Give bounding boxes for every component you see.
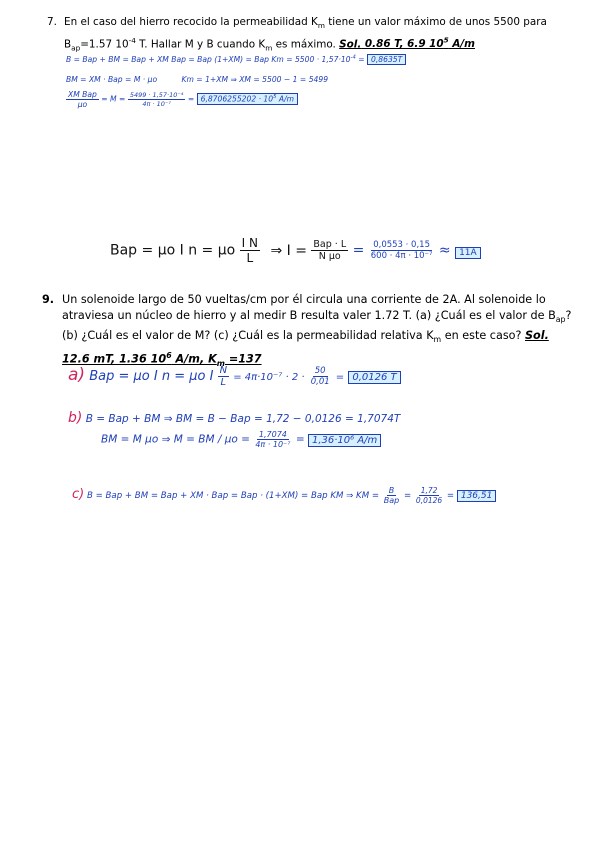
problem-9-part-b: b) B = Bap + BM ⇒ BM = B − Bap = 1,72 − 0,0126 = 1,7074T — [68, 410, 401, 426]
part-b-label: b) — [68, 410, 83, 426]
part-c-label: c) — [72, 487, 85, 502]
part-c-result: 136,51 — [457, 490, 497, 502]
problem-9-part-c: c) B = Bap + BM = Bap + XM · Bap = Bap · (1+XM) = Bap KM ⇒ KM = $\frac{B}{\text{Bap}}$ = $\frac{1,72}{0,0126}$ = 136,51 — [72, 486, 496, 505]
part-a-result: 0,0126 T — [348, 371, 400, 384]
problem-9-number: 9. — [42, 293, 55, 306]
problem-9-part-b-line-2: BM = M μo ⇒ M = BM / μo = $\frac{1,7074}{\text{4π · 10⁻⁷}}$ = 1,36·10⁶ A/m — [101, 430, 381, 449]
solenoid-current-result: 11A — [455, 247, 481, 259]
problem-7-solution-value: 0.86 T, 6.9 $10^5$ A/m — [361, 35, 475, 51]
problem-9-line-2: atraviesa un núcleo de hierro y al medir B resulta valer 1.72 T. (a) ¿Cuál es el valor de $B_{ap}$? — [62, 309, 572, 325]
problem-7-work-line-2: BM = XM · Bap = M · μo Km = 1+XM ⇒ XM = 5500 − 1 = 5499 — [66, 75, 329, 84]
problem-7-line-1: 7. En el caso del hierro recocido la permeabilidad $K_m$ tiene un valor máximo de unos 5500 para — [47, 16, 547, 31]
problem-9-line-3: (b) ¿Cuál es el valor de M? (c) ¿Cuál es la permeabilidad relativa $K_m$ en este caso? Sol. — [62, 329, 549, 345]
problem-9-solution-values: 12.6 mT, 1.36 $10^6$ A/m, $K_m =137$ — [62, 351, 262, 369]
part-b-result: 1,36·10⁶ A/m — [308, 434, 381, 447]
problem-7-result-m: $6,8706255202 \cdot 10^5$ A/m — [197, 93, 298, 105]
problem-9-line-1: 9. Un solenoide largo de 50 vueltas/cm por él circula una corriente de 2A. Al solenoide lo — [42, 293, 546, 306]
problem-7-line-2: $B_{ap}=1.57$ $10^{-4}$ T. Hallar M y B cuando $K_m$ es máximo. Sol. 0.86 T, 6.9 $10^5$ A/m — [64, 35, 475, 53]
problem-9-statement — [42, 292, 571, 372]
problem-9-part-a: a) Bap = μo I n = μo I $\frac{N}{L}$ = 4π·10⁻⁷ · 2 · $\frac{50}{0,01}$ = 0,0126 T — [68, 365, 401, 388]
problem-7-work-line-3: $\frac{\text{XM Bap}}{\mu o}$ = M = $\frac{\text{5499 · 1,57·10⁻⁴}}{\text{4π · 10⁻⁷}}$ = $6,8706255202 \cdot 10^5$ A/m — [66, 90, 298, 109]
problem-7-work-line-1: B = Bap + BM = Bap + XM Bap = Bap (1+XM) = Bap $Km = 5500 \cdot 1,57\cdot 10^{-4} = 0,8635T$ — [66, 54, 406, 65]
problem-9-solution-label: Sol. — [525, 329, 549, 343]
part-a-label: a) — [68, 365, 86, 385]
problem-7-statement — [47, 15, 547, 56]
problem-7-solution-label: Sol. — [339, 38, 362, 51]
problem-7-result-b: 0,8635T — [367, 54, 406, 65]
problem-7-number: 7. — [47, 16, 57, 28]
solenoid-current-formula: Bap = μo I n = μo $\frac{\text{I N}}{L}$ ⇒ I = $\frac{\text{Bap · L}}{\text{N μo}}$ = $\frac{0,0553 \cdot 0,15}{\text{600 · 4π · 10⁻⁷}}$ ≈ 11A — [110, 236, 481, 265]
